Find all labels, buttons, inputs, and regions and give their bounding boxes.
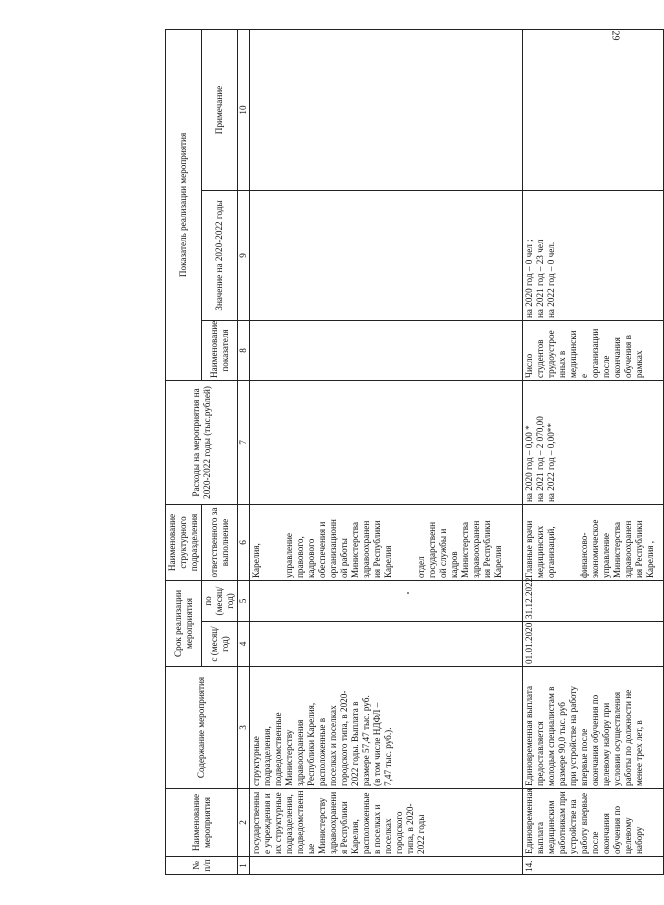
name-line: расположенные xyxy=(361,792,371,854)
responsible-line: правового, xyxy=(295,536,305,578)
spacer xyxy=(557,507,568,578)
responsible-line: кадрового xyxy=(306,538,316,578)
content-line: 7,47 тыс. руб.). xyxy=(383,727,393,786)
content-line: размере 90,0 тыс. руб xyxy=(557,702,567,786)
name-line: работникам при xyxy=(557,791,567,854)
content-line: размере 57,47 тыс. руб. xyxy=(361,695,371,786)
responsible-line: Министерства xyxy=(460,521,470,578)
responsible-line: Карелия, xyxy=(251,543,261,578)
header-expenses: Расходы на мероприятия на 2020-2022 годы (тыс.рублей) xyxy=(166,380,238,504)
value-line: на 2021 год – 23 чел xyxy=(535,239,545,318)
name-line: медицинским xyxy=(546,800,556,854)
name-line: е учреждения и xyxy=(262,793,272,854)
indicator-line: студентов xyxy=(535,339,545,378)
content-line: работы по должности не xyxy=(623,689,633,786)
header-dept-group: Наименование структурного подразделения xyxy=(166,504,202,580)
responsible-line: здравоохранен xyxy=(471,520,481,578)
indicator-line: после xyxy=(601,355,611,378)
measures-table xyxy=(165,29,664,875)
cell-expenses xyxy=(250,380,523,504)
spacer xyxy=(273,507,284,578)
value-line: на 2022 год – 0 чел. xyxy=(546,241,556,318)
content-line: Единовременная выплата xyxy=(524,685,534,786)
column-number: 4 xyxy=(238,622,250,667)
responsible-line: ия Республики xyxy=(482,520,492,578)
content-line: целевому набору при xyxy=(601,702,611,786)
name-line: государственны xyxy=(251,791,261,854)
cell-note xyxy=(250,29,523,190)
cell-indicator xyxy=(250,320,523,380)
indicator-line: медицински xyxy=(568,330,578,378)
column-number: 9 xyxy=(238,190,250,320)
cell-note xyxy=(523,29,664,190)
table-row xyxy=(250,29,523,874)
table-body xyxy=(250,29,664,874)
column-number: 7 xyxy=(238,380,250,504)
rotated-table-sheet xyxy=(165,30,655,875)
header-row-1 xyxy=(166,29,202,874)
column-number: 3 xyxy=(238,667,250,789)
header-period-group: Срок реализации мероприятия xyxy=(166,580,202,666)
spacer xyxy=(568,507,579,578)
cell-expenses xyxy=(523,380,664,504)
responsible-line: организаций, xyxy=(546,526,556,578)
indicator-line: рамках xyxy=(634,350,644,378)
column-number: 5 xyxy=(238,580,250,621)
content-line: (в том числе НДФЛ – xyxy=(372,702,382,786)
responsible-line: медицинских xyxy=(535,525,545,578)
name-line: набору xyxy=(634,826,644,854)
responsible-line: экономическое xyxy=(590,519,600,578)
cell-responsible xyxy=(523,504,664,580)
cell-value xyxy=(250,190,523,320)
responsible-line: обеспечения и xyxy=(317,521,327,578)
responsible-line: Министерства xyxy=(350,521,360,578)
header-to: по (месяц/ год) xyxy=(202,580,238,621)
name-line: выплата xyxy=(535,821,545,854)
content-line: предоставляется xyxy=(535,721,545,786)
cell-num xyxy=(250,857,523,875)
content-line: молодым специалистам в xyxy=(546,686,556,786)
header-from: с (месяц/ год) xyxy=(202,622,238,667)
name-line: типа, в 2020- xyxy=(405,803,415,854)
name-line: Единовременная xyxy=(524,788,534,854)
name-line: работу впервые xyxy=(579,792,589,854)
responsible-line: Министерства xyxy=(612,521,622,578)
cell-responsible xyxy=(250,504,523,580)
cell-to: 31.12.2022 xyxy=(523,580,664,621)
header-indicator-group: Показатель реализации мероприятия xyxy=(166,29,202,380)
expenses-line: на 2021 год – 2 070,00 xyxy=(535,416,545,502)
expenses-line: на 2020 год – 0,00 * xyxy=(524,425,534,502)
responsible-line: управление xyxy=(284,533,294,578)
indicator-line: нных в xyxy=(557,350,567,378)
responsible-line: здравоохранен xyxy=(361,520,371,578)
responsible-line: ой работы xyxy=(339,538,349,578)
name-line: устройстве на xyxy=(568,799,578,854)
content-line: окончания обучения по xyxy=(590,694,600,786)
cell-name xyxy=(250,789,523,857)
name-line: их структурные xyxy=(273,792,283,854)
name-line: здравоохранени xyxy=(328,791,338,854)
cell-indicator xyxy=(523,320,664,380)
cell-from xyxy=(250,622,523,667)
spacer xyxy=(262,507,273,578)
responsible-line: ой службы и xyxy=(438,528,448,578)
cell-from: 01.01.2020 xyxy=(523,622,664,667)
responsible-line: ия Республики xyxy=(634,520,644,578)
value-line: на 2020 год – 0 чел ; xyxy=(524,239,534,318)
content-line: расположенные в xyxy=(317,717,327,786)
name-line: подразделения, xyxy=(284,794,294,854)
indicator-line: обучения в xyxy=(623,335,633,378)
content-line: при устройстве на работу xyxy=(568,686,578,786)
content-line: подведомственные xyxy=(273,712,283,786)
cell-value xyxy=(523,190,664,320)
name-line: Министерству xyxy=(317,797,327,854)
responsible-line: финансово- xyxy=(579,532,589,578)
indicator-line: окончания xyxy=(612,337,622,378)
content-line: городского типа, в 2020- xyxy=(339,690,349,786)
indicator-line: трудоустрое xyxy=(546,330,556,378)
responsible-line: ия Республики xyxy=(372,520,382,578)
content-line: впервые после xyxy=(579,728,589,786)
content-line: менее трех лет, в xyxy=(634,720,644,786)
header-responsible: ответственного за выполнение xyxy=(202,504,238,580)
column-number: 1 xyxy=(238,857,250,875)
spacer xyxy=(405,507,416,578)
header-name: Наименование мероприятия xyxy=(166,789,238,857)
indicator-line: организации xyxy=(590,328,600,378)
page-number: 29 xyxy=(609,30,621,41)
column-number: 8 xyxy=(238,320,250,380)
name-line: обучения по xyxy=(612,805,622,854)
name-line: подведомственн xyxy=(295,790,305,854)
name-line: целевому xyxy=(623,817,633,854)
column-number: 2 xyxy=(238,789,250,857)
responsible-line: государственн xyxy=(427,522,437,578)
responsible-line: управление xyxy=(601,533,611,578)
cell-content xyxy=(250,667,523,789)
cell-num: 14. xyxy=(523,857,664,875)
name-line: после окончания xyxy=(590,813,611,854)
responsible-line: организационн xyxy=(328,519,338,578)
header-num: № п/п xyxy=(166,857,238,875)
content-line: Министерству xyxy=(284,729,294,786)
column-number: 6 xyxy=(238,504,250,580)
content-line: подразделения, xyxy=(262,726,272,786)
expenses-line: на 2022 год – 0,00** xyxy=(546,423,556,502)
responsible-line: Карелия xyxy=(383,545,393,578)
responsible-line: Карелия , xyxy=(645,540,655,578)
cell-name xyxy=(523,789,664,857)
name-line: в поселках и xyxy=(372,804,382,854)
table-row xyxy=(523,29,664,874)
column-number: 10 xyxy=(238,29,250,190)
responsible-line: здравоохранен xyxy=(623,520,633,578)
spacer xyxy=(394,507,405,578)
content-line: условии осуществления xyxy=(612,691,622,786)
name-line: поселках xyxy=(383,818,393,854)
name-line: я Республики xyxy=(339,801,349,854)
name-line: 2022 годы xyxy=(416,814,426,854)
content-line: поселках и поселках xyxy=(328,705,338,786)
responsible-line: отдел xyxy=(416,556,426,578)
name-line: ые xyxy=(306,843,316,854)
cell-to xyxy=(250,580,523,621)
header-indicator-name: Наименование показателя xyxy=(202,320,238,380)
content-line: Республики Карелия, xyxy=(306,702,316,786)
content-line: 2022 годы. Выплата в xyxy=(350,701,360,786)
responsible-line: Главные врачи xyxy=(524,520,534,578)
name-line: Карелия, xyxy=(350,819,360,854)
header-note: Примечание xyxy=(202,29,238,190)
header-content: Содержание мероприятия xyxy=(166,667,238,789)
cell-content xyxy=(523,667,664,789)
responsible-line: Карелия xyxy=(493,545,503,578)
indicator-line: Число xyxy=(524,353,534,378)
indicator-line: е xyxy=(579,373,589,378)
content-line: структурные xyxy=(251,736,261,786)
content-line: здравоохранения xyxy=(295,719,305,786)
header-value: Значение на 2020-2022 годы xyxy=(202,190,238,320)
responsible-line: кадров xyxy=(449,551,459,578)
name-line: городского xyxy=(394,811,404,854)
column-number-row xyxy=(238,29,250,874)
